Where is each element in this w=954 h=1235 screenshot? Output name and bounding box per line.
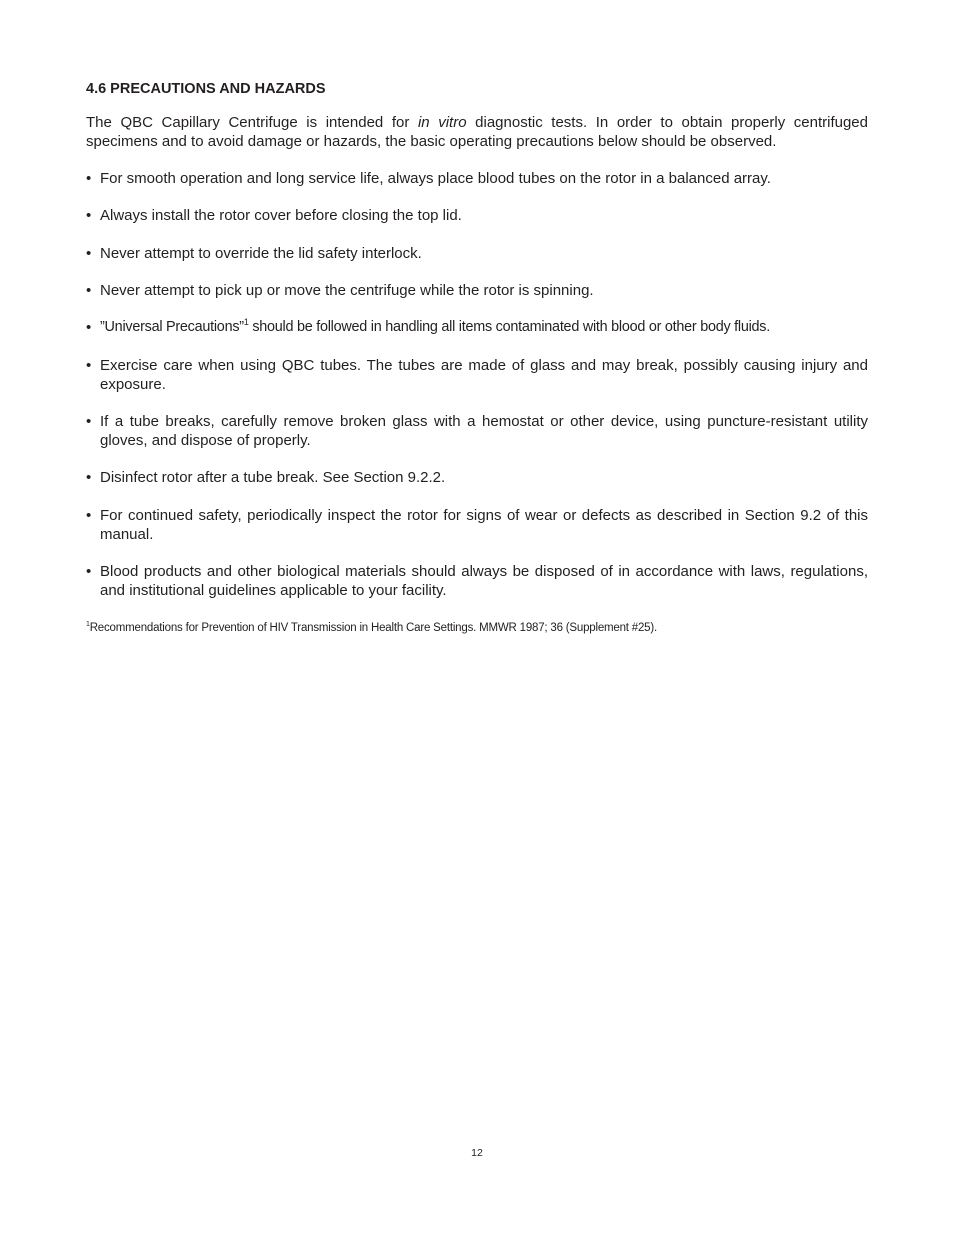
page-number: 12 <box>471 1147 483 1159</box>
list-item-text: If a tube breaks, carefully remove broken glass with a hemostat or other device, using puncture-resistant utility gloves, and dispose of properly. <box>100 413 868 449</box>
bullet-marker: • <box>86 207 92 224</box>
list-item <box>86 356 868 394</box>
bullet-marker: • <box>86 170 92 187</box>
bullet-marker: • <box>86 413 92 430</box>
bullet-marker: • <box>86 469 92 486</box>
bullet-marker: • <box>86 282 92 299</box>
bullet-marker: • <box>86 319 92 336</box>
bullet-marker: • <box>86 507 92 524</box>
list-item <box>86 562 868 600</box>
list-item-universal-precautions <box>86 318 868 337</box>
list-item-text <box>100 318 868 337</box>
section-heading: 4.6 PRECAUTIONS AND HAZARDS <box>86 81 326 97</box>
intro-paragraph <box>86 113 868 151</box>
list-item-text: For smooth operation and long service life, always place blood tubes on the rotor in a balanced array. <box>100 170 771 187</box>
list-item-text: Disinfect rotor after a tube break. See Section 9.2.2. <box>100 469 446 486</box>
intro-text-start: The QBC Capillary Centrifuge is intended for <box>86 114 418 131</box>
list-item-text: Exercise care when using QBC tubes. The tubes are made of glass and may break, possibly causing injury and exposure. <box>100 357 868 393</box>
list-item <box>86 412 868 450</box>
list-item-text: For continued safety, periodically inspect the rotor for signs of wear or defects as described in Section 9.2 of this manual. <box>100 507 868 543</box>
footnote <box>86 622 657 634</box>
list-item <box>86 169 868 188</box>
list-item <box>86 281 868 300</box>
list-item <box>86 468 868 487</box>
list-item <box>86 506 868 544</box>
footnote-reference: 1 <box>243 317 249 327</box>
bullet-marker: • <box>86 357 92 374</box>
intro-text-end: diagnostic tests. In order to obtain properly centrifuged specimens and to avoid damage or hazards, the basic operating precautions below should be observed. <box>86 114 868 150</box>
intro-italic-term: in vitro <box>417 114 467 131</box>
universal-precautions-term: ”Universal Precautions” <box>100 319 244 335</box>
list-item <box>86 244 868 263</box>
universal-precautions-text: should be followed in handling all items contaminated with blood or other body fluids. <box>248 319 771 335</box>
bullet-marker: • <box>86 563 92 580</box>
footnote-text: Recommendations for Prevention of HIV Transmission in Health Care Settings. MMWR 1987; 36 (Supplement #25). <box>89 622 657 634</box>
list-item-text: Never attempt to pick up or move the centrifuge while the rotor is spinning. <box>100 282 594 299</box>
list-item-text: Blood products and other biological materials should always be disposed of in accordance with laws, regulations, and institutional guidelines applicable to your facility. <box>100 563 868 599</box>
list-item-text: Always install the rotor cover before closing the top lid. <box>100 207 462 224</box>
list-item <box>86 206 868 225</box>
footnote-marker: 1 <box>86 621 90 628</box>
list-item-text: Never attempt to override the lid safety interlock. <box>100 245 422 262</box>
bullet-marker: • <box>86 245 92 262</box>
